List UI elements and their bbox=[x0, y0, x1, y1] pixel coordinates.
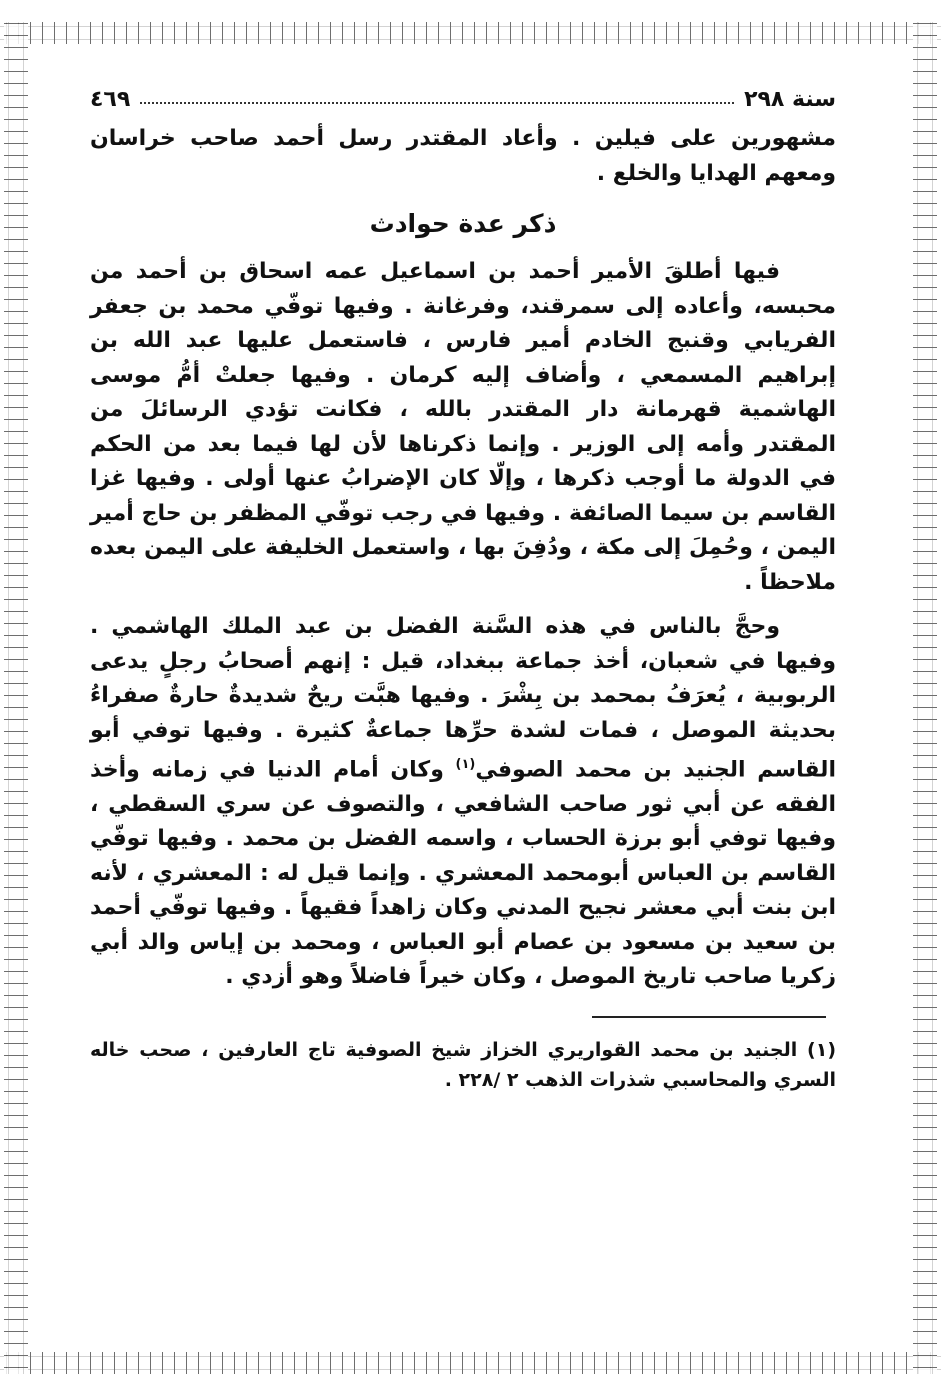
paragraph-2-text-b: وكان أمام الدنيا في زمانه وأخذ الفقه عن أبي ثور صاحب الشافعي ، والتصوف عن سري السقطي ، وفيها توفي أبو برزة الحساب ، واسمه الفضل بن محمد . وفيها توفّي القاسم بن العباس أبومحمد المعشري . وإنما قيل له : المعشري ، لأنه ابن بنت أبي معشر نجيح المدني وكان زاهداً فقيهاً . وفيها توفّي أحمد بن سعيد بن مسعود بن عصام أبو العباس ، ومحمد بن إياس والد أبي زكريا صاحب تاريخ الموصل ، وكان خيراً فاضلاً وهو أزدي . bbox=[90, 757, 836, 990]
footnote-marker: (١) bbox=[455, 757, 476, 772]
book-page bbox=[90, 78, 836, 1005]
intro-paragraph: مشهورين على فيلين . وأعاد المقتدر رسل أحمد صاحب خراسان ومعهم الهدايا والخلع . bbox=[90, 126, 836, 186]
ornamental-border-left bbox=[4, 22, 28, 1374]
running-header bbox=[90, 78, 836, 120]
paragraph-2-text-a: وحجَّ بالناس في هذه السَّنة الفضل بن عبد الملك الهاشمي . وفيها في شعبان، أخذ جماعة ببغداد، قيل : إنهم أصحابُ رجلٍ يدعى الربوبية ، يُعرَفُ بمحمد بن بِشْرَ . وفيها هبَّت ريحٌ شديدةٌ حارةٌ صفراءُ بحديثة الموصل ، فمات لشدة حرِّها جماعةٌ كثيرة . وفيها توفي أبو القاسم الجنيد بن محمد الصوفي bbox=[90, 614, 836, 783]
paragraph-2 bbox=[90, 610, 836, 995]
ornamental-border-top bbox=[0, 22, 941, 44]
paragraph-1: فيها أطلقَ الأمير أحمد بن اسماعيل عمه اسحاق بن أحمد من محبسه، وأعاده إلى سمرقند، وفرغانة . وفيها توفّي محمد بن جعفر الفريابي وقنبج الخادم أمير فارس ، فاستعمل عليها عبد الله بن إبراهيم المسمعي ، وأضاف إليه كرمان . وفيها جعلتْ أمُّ موسى الهاشمية قهرمانة دار المقتدر بالله ، فكانت تؤدي الرسائلَ من المقتدر وأمه إلى الوزير . وإنما ذكرناها لأن لها فيما بعد من الحكم في الدولة ما أوجب ذكرها ، وإلّا كان الإضرابُ عنها أولى . وفيها غزا القاسم بن سيما الصائفة . وفيها في رجب توفّي المظفر بن حاج أمير اليمن ، وحُمِلَ إلى مكة ، ودُفِنَ بها ، واستعمل الخليفة على اليمن بعده ملاحظاً . bbox=[90, 259, 836, 595]
ornamental-border-right bbox=[913, 22, 937, 1374]
ornamental-border-bottom bbox=[0, 1352, 941, 1374]
footnote: (١) الجنيد بن محمد القواريري الخزاز شيخ الصوفية تاج العارفين ، صحب خاله السري والمحاسبي شذرات الذهب ٢ /٢٢٨ . bbox=[90, 1039, 836, 1091]
running-title: سنة ٢٩٨ bbox=[744, 86, 836, 112]
page-number: ٤٦٩ bbox=[90, 86, 131, 112]
footnote-separator bbox=[592, 1016, 826, 1018]
main-text bbox=[90, 122, 836, 995]
section-heading: ذكر عدة حوادث bbox=[369, 209, 557, 238]
header-dot-leader bbox=[140, 102, 734, 104]
